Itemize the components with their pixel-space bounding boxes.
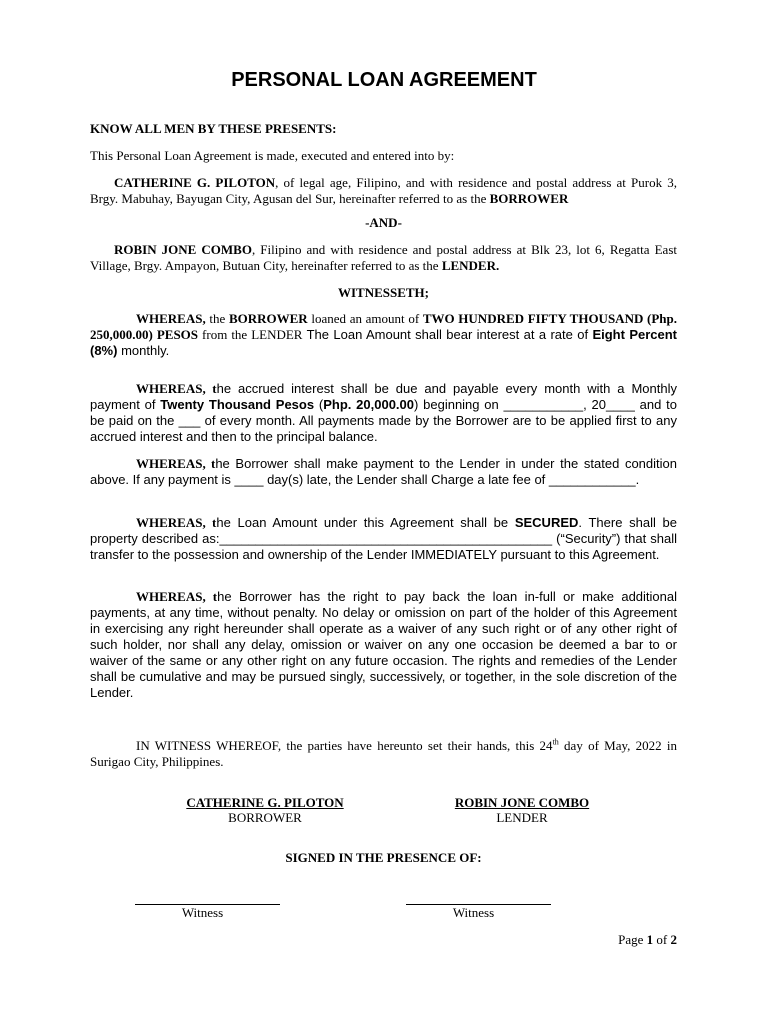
- witnesseth-text: WITNESSETH;: [337, 285, 430, 300]
- p4-blank-property: ______________________________________________: [219, 531, 553, 546]
- p2-whereas: WHEREAS, t: [136, 381, 217, 396]
- know-all-text: KNOW ALL MEN BY THESE PRESENTS:: [90, 121, 337, 136]
- p1-whereas: WHEREAS,: [136, 311, 206, 326]
- p3-blank-fee: ____________: [548, 472, 636, 487]
- page-total: 2: [670, 932, 677, 947]
- borrower-label: BORROWER: [489, 191, 569, 206]
- p2-text-3: ) beginning on: [414, 397, 504, 412]
- borrower-name: CATHERINE G. PILOTON: [114, 175, 276, 190]
- p1-amount: TWO HUNDRED FIFTY THOUSAND (Php. 250,000.00) PESOS: [90, 311, 678, 342]
- p2-text-2: (: [314, 397, 324, 412]
- p2-blank-year: ____: [605, 397, 635, 412]
- p3-whereas: WHEREAS, t: [136, 456, 216, 471]
- witnesseth-heading: [90, 285, 677, 301]
- witness-whereof-paragraph: [90, 738, 677, 770]
- signed-presence-heading: [90, 850, 677, 866]
- p2-text-5: and to be paid on the: [90, 397, 677, 428]
- lender-text: , Filipino and with residence and postal address at Blk 23, lot 6, Regatta East Village, Brgy. Ampayon, Butuan City, hereinafter referred to as the: [90, 242, 677, 273]
- p2-blank-date: ___________: [503, 397, 584, 412]
- p1-text-5: monthly.: [117, 343, 170, 358]
- p4-text-3: (“Security”) that shall transfer to the possession and ownership of the Lender IMMEDIATELY pursuant to this Agreement.: [90, 531, 677, 562]
- know-all-heading: [90, 121, 677, 137]
- whereas-paragraph-5: [90, 589, 677, 701]
- lender-signature-block: [407, 795, 637, 825]
- signed-presence-text: SIGNED IN THE PRESENCE OF:: [285, 850, 482, 865]
- p5-text-1: he Borrower has the right to pay back the loan in-full or make additional payments, at any time, without penalty. No delay or omission on part of the holder of this Agreement in exercising any right hereunder shall operate as a waiver of any such right or of any other right of such holder, nor shall any delay, omission or waiver on any one occasion be deemed a bar to or waiver of the same or any other right on any future occasion. The rights and remedies of the Lender shall be cumulative and may be pursued singly, successively, or together, in the sole discretion of the Lender.: [90, 589, 677, 700]
- lender-name: ROBIN JONE COMBO: [114, 242, 252, 257]
- borrower-signature-name: CATHERINE G. PILOTON: [186, 795, 344, 810]
- p2-text-4: , 20: [583, 397, 606, 412]
- intro-paragraph: This Personal Loan Agreement is made, executed and entered into by:: [90, 148, 455, 163]
- witness-whereof-text-1: IN WITNESS WHEREOF, the parties have hereunto set their hands, this 24: [136, 738, 553, 753]
- p1-text-3: from the LENDER: [198, 327, 303, 342]
- p1-text-2: loaned an amount of: [307, 311, 423, 326]
- witness-whereof-text-2: day of May, 2022 in Surigao City, Philippines.: [90, 738, 677, 769]
- of-word: of: [653, 932, 671, 947]
- lender-signature-role: LENDER: [496, 810, 548, 825]
- witness-2-label: Witness: [452, 905, 495, 920]
- p2-amount-words: Twenty Thousand Pesos: [160, 397, 315, 412]
- p2-text-6: of every month. All payments made by the Borrower are to be applied first to any accrued interest and then to the principal balance.: [90, 413, 677, 444]
- p1-rate: Eight Percent (8%): [90, 327, 678, 358]
- day-suffix: th: [552, 737, 559, 747]
- whereas-paragraph-4: [90, 515, 677, 563]
- p3-text-3: .: [635, 472, 640, 487]
- borrower-signature-block: [150, 795, 380, 825]
- p1-borrower: BORROWER: [228, 311, 308, 326]
- page-number: 1: [646, 932, 654, 947]
- borrower-paragraph: [90, 175, 677, 207]
- and-text: -AND-: [365, 215, 402, 230]
- p3-text-2: day(s) late, the Lender shall Charge a late fee of: [263, 472, 549, 487]
- p4-text-2: . There shall be property described as:: [90, 515, 677, 546]
- p5-whereas: WHEREAS, t: [136, 589, 218, 604]
- page-footer: [560, 932, 677, 948]
- witness-1-label: Witness: [181, 905, 224, 920]
- whereas-paragraph-1: [90, 311, 677, 359]
- borrower-text: , of legal age, Filipino, and with residence and postal address at Purok 3, Brgy. Mabuhay, Bayugan City, Agusan del Sur, hereinafter referred to as the: [90, 175, 677, 206]
- p2-text-1: he accrued interest shall be due and payable every month with a Monthly payment of: [90, 381, 677, 412]
- p3-blank-days: ____: [234, 472, 264, 487]
- lender-signature-name: ROBIN JONE COMBO: [454, 795, 590, 810]
- document-title: PERSONAL LOAN AGREEMENT: [231, 69, 537, 91]
- p4-text-1: he Loan Amount under this Agreement shall be: [216, 515, 515, 530]
- p4-whereas: WHEREAS, t: [136, 515, 217, 530]
- p3-text-1: he Borrower shall make payment to the Lender in under the stated condition above. If any payment is: [90, 456, 677, 487]
- lender-label: LENDER.: [441, 258, 500, 273]
- whereas-paragraph-3: [90, 456, 677, 488]
- borrower-signature-role: BORROWER: [228, 810, 302, 825]
- p2-amount-number: Php. 20,000.00: [323, 397, 415, 412]
- p4-secured: SECURED: [514, 515, 579, 530]
- page-word: Page: [618, 932, 647, 947]
- p2-blank-day: ___: [178, 413, 201, 428]
- p1-text-1: the: [205, 311, 229, 326]
- and-separator: [90, 215, 677, 231]
- lender-paragraph: [90, 242, 677, 274]
- whereas-paragraph-2: [90, 381, 677, 445]
- p1-text-4: The Loan Amount shall bear interest at a rate of: [302, 327, 593, 342]
